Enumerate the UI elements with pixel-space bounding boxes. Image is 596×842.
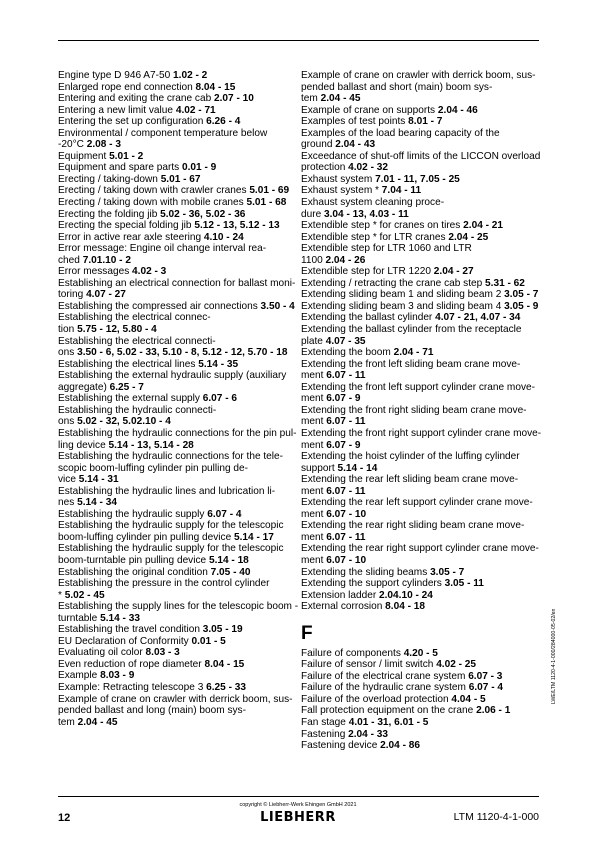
page-number: 12 (58, 812, 71, 824)
index-entry (58, 128, 293, 151)
index-entry-page-ref: 5.02 - 36, 5.02 - 36 (160, 208, 246, 220)
index-entry-text: Fastening device (301, 740, 381, 752)
index-entry-page-ref: 2.04.10 - 24 (379, 589, 433, 601)
index-entry-text: Entering and exiting the crane cab (58, 93, 214, 105)
index-entry (58, 647, 293, 659)
index-entry-text: Extendible step * for cranes on tires (301, 220, 464, 232)
index-entry (301, 324, 539, 347)
index-entry-text: Error in active rear axle steering (58, 231, 204, 243)
index-entry-page-ref: 4.02 - 25 (436, 659, 477, 671)
index-entry-page-ref: 2.04 - 43 (335, 139, 376, 151)
index-entry-text: Extending sliding beam 1 and sliding beam 2 (301, 289, 505, 301)
index-entry-text: Erecting the special folding jib (58, 220, 195, 232)
index-entry-page-ref: 6.07 - 11 (326, 531, 366, 543)
index-entry-text: Enlarged rope end connection (58, 81, 196, 93)
index-entry-page-ref: 3.04 - 13, 4.03 - 11 (324, 208, 409, 220)
index-entry-text: Extending the hoist cylinder of the luffing cylinder (301, 451, 520, 463)
index-entry (301, 347, 539, 359)
index-entry-text: Exhaust system (301, 173, 376, 185)
index-entry-text: 1100 (301, 254, 326, 266)
index-entry (58, 636, 293, 648)
index-entry (301, 220, 539, 232)
index-entry-page-ref: 5.14 - 13, 5.14 - 28 (108, 439, 194, 451)
index-entry-page-ref: 3.05 - 7 (430, 566, 465, 578)
index-entry-page-ref: 2.04 - 21 (463, 220, 503, 232)
index-entry (301, 520, 539, 543)
index-entry (58, 209, 293, 221)
index-entry-page-ref: 1.02 - 2 (173, 70, 208, 81)
index-entry (301, 116, 539, 128)
index-entry (58, 174, 293, 186)
index-entry (58, 486, 293, 509)
index-entry (58, 567, 293, 579)
index-entry (58, 427, 297, 451)
index-entry-text: ment (301, 439, 327, 451)
index-entry-text: tem (301, 93, 321, 105)
index-entry-text: Establishing the electrical connecti- (58, 335, 216, 347)
index-entry-text: -20°C (58, 139, 87, 151)
index-entry-page-ref: 2.04 - 25 (448, 231, 489, 243)
index-entry (301, 497, 539, 520)
index-entry-text: Erecting / taking down with crawler cranes (58, 185, 250, 197)
index-entry-page-ref: 5.14 - 35 (198, 358, 239, 370)
index-entry-text: Establishing the compressed air connections (58, 300, 261, 312)
index-entry (301, 451, 539, 474)
index-entry (301, 278, 539, 290)
index-entry-page-ref: 4.10 - 24 (203, 231, 244, 243)
index-entry-text: tem (58, 716, 78, 728)
index-entry-page-ref: 5.14 - 17 (234, 531, 274, 543)
index-entry-text: Fastening (301, 728, 349, 740)
index-entry-text: EU Declaration of Conformity (58, 635, 192, 647)
index-entry-text: pended ballast and long (main) boom sys- (58, 705, 246, 717)
index-entry-text: Extendible step for LTR 1220 (301, 266, 434, 278)
index-entry (301, 671, 539, 683)
index-entry-text: Failure of the hydraulic crane system (301, 682, 469, 694)
index-entry-page-ref: 7.01.10 - 2 (82, 254, 131, 266)
section-letter-heading: F (301, 622, 313, 644)
index-entry-page-ref: 6.07 - 4 (207, 508, 242, 520)
index-entry-text: Extending the rear right support cylinder crane move- (301, 543, 539, 555)
index-entry (58, 162, 293, 174)
index-entry (58, 670, 293, 682)
index-entry-text: tion (58, 324, 78, 336)
index-entry (58, 393, 293, 405)
index-entry-text: Failure of the overload protection (301, 693, 452, 705)
document-side-code: LWE/LTM 1120-4-1-000/284000-05-02/en (551, 608, 557, 704)
index-entry (301, 197, 539, 220)
index-entry-text: Examples of the load bearing capacity of the (301, 127, 500, 139)
index-entry (301, 567, 539, 579)
index-entry-page-ref: 5.14 - 34 (77, 497, 117, 509)
index-entry (301, 717, 539, 729)
index-entry-page-ref: 2.04 - 33 (348, 728, 388, 740)
index-entry (301, 70, 539, 105)
index-entry-text: ons (58, 347, 78, 359)
index-entry (58, 312, 293, 335)
index-entry (58, 151, 293, 163)
index-entry-page-ref: 4.02 - 3 (132, 266, 167, 278)
index-entry-text: Establishing the external supply (58, 393, 203, 405)
index-entry-page-ref: 6.07 - 6 (202, 393, 237, 405)
index-entry (301, 174, 539, 186)
index-entry-text: Establishing the hydraulic connections for the tele- (58, 451, 283, 463)
index-entry (301, 659, 539, 671)
index-entry-text: ment (301, 393, 327, 405)
index-entry-page-ref: 0.01 - 5 (191, 635, 226, 647)
index-entry-page-ref: 2.04 - 26 (325, 254, 366, 266)
index-entry (58, 70, 293, 82)
index-entry-text: * (58, 589, 65, 601)
index-entry-text: dure (301, 208, 325, 220)
index-entry-page-ref: 7.01 - 11, 7.05 - 25 (375, 173, 460, 185)
footer-rule (58, 796, 539, 797)
index-entry-text: Establishing the original condition (58, 566, 211, 578)
index-entry (301, 682, 539, 694)
index-entry-page-ref: 4.02 - 71 (175, 104, 216, 116)
index-entry-text: Extension ladder (301, 589, 379, 601)
index-entry-text: Extendible step for LTR 1060 and LTR (301, 243, 472, 255)
index-entry-text: Establishing the pressure in the control cylinder (58, 578, 270, 590)
header-rule (58, 40, 539, 41)
index-entry-text: Erecting / taking down with mobile cranes (58, 197, 247, 209)
index-entry-text: Failure of components (301, 647, 404, 659)
index-entry-text: Establishing the electrical connec- (58, 312, 211, 324)
index-entry-text: aggregate) (58, 381, 110, 393)
index-entry-text: boom-turntable pin pulling device (58, 554, 209, 566)
index-entry-page-ref: 6.07 - 10 (326, 508, 367, 520)
index-entry-text: Erecting / taking-down (58, 173, 161, 185)
index-entry-text: Extending the front right support cylinder crane move- (301, 427, 542, 439)
index-entry-text: Fan stage (301, 716, 349, 728)
index-entry (301, 474, 539, 497)
index-entry-page-ref: 5.14 - 14 (337, 462, 378, 474)
index-entry (301, 289, 539, 301)
index-entry (301, 128, 539, 151)
index-entry-page-ref: 5.01 - 69 (249, 185, 290, 197)
index-entry-page-ref: 4.04 - 5 (451, 693, 486, 705)
index-entry-page-ref: 8.04 - 15 (195, 81, 236, 93)
index-entry (58, 243, 293, 266)
index-entry-text: Extending the boom (301, 347, 394, 359)
index-entry-page-ref: 2.06 - 1 (476, 705, 511, 717)
index-entry-page-ref: 5.01 - 68 (246, 197, 287, 209)
index-entry (58, 624, 293, 636)
index-entry-text: toring (58, 289, 87, 301)
index-entry-text: Extending sliding beam 3 and sliding beam 4 (301, 300, 505, 312)
index-entry-text: Extending the support cylinders (301, 578, 445, 590)
index-entry (58, 301, 293, 313)
index-entry-text: ment (301, 485, 327, 497)
index-entry (301, 185, 539, 197)
index-entry (58, 185, 293, 197)
index-entry-text: Establishing the external hydraulic supply (auxiliary (58, 370, 287, 382)
index-entry-text: protection (301, 162, 349, 174)
index-entry (58, 277, 296, 301)
index-entry (58, 266, 293, 278)
index-entry (301, 729, 539, 741)
copyright-notice: copyright © Liebherr-Werk Ehingen GmbH 2021 (239, 802, 357, 808)
index-entry-page-ref: 8.03 - 3 (145, 647, 180, 659)
index-entry (58, 197, 293, 209)
index-entry (58, 232, 293, 244)
index-entry-page-ref: 5.75 - 12, 5.80 - 4 (77, 324, 157, 336)
index-entry-page-ref: 4.01 - 31, 6.01 - 5 (348, 716, 429, 728)
index-entry-text: support (301, 462, 338, 474)
index-entry (58, 220, 293, 232)
index-entry-page-ref: 3.05 - 7 (504, 289, 539, 301)
index-entry-text: Failure of the electrical crane system (301, 670, 469, 682)
index-entry-text: Establishing the electrical lines (58, 358, 199, 370)
index-entry-page-ref: 4.20 - 5 (403, 647, 438, 659)
index-entry-page-ref: 6.07 - 11 (326, 370, 366, 382)
index-entry (301, 648, 539, 660)
index-entry-text: Extendible step * for LTR cranes (301, 231, 449, 243)
index-entry-text: Error messages (58, 266, 133, 278)
index-entry-text: Extending the sliding beams (301, 566, 431, 578)
index-entry-text: Equipment (58, 150, 110, 162)
index-entry-page-ref: 5.14 - 33 (100, 612, 140, 624)
index-entry-text: Equipment and spare parts (58, 162, 183, 174)
index-entry (301, 232, 539, 244)
index-entry-text: Establishing the travel condition (58, 624, 203, 636)
index-entry-page-ref: 8.01 - 7 (408, 116, 443, 128)
index-entry-page-ref: 5.01 - 67 (160, 173, 201, 185)
index-entry-text: Example of crane on supports (301, 104, 438, 116)
index-entry (58, 359, 293, 371)
index-entry-text: boom-luffing cylinder pin pulling device (58, 531, 234, 543)
index-entry-text: scopic boom-luffing cylinder pin pulling de- (58, 462, 249, 474)
index-entry (58, 509, 293, 521)
index-entry (301, 359, 539, 382)
index-entry (58, 578, 293, 601)
index-entry (301, 312, 539, 324)
index-entry-text: Establishing the hydraulic lines and lubrication li- (58, 485, 276, 497)
index-entry-text: Establishing the supply lines for the telescopic boom - (58, 601, 299, 613)
index-entry (301, 405, 539, 428)
index-entry (301, 382, 539, 405)
index-entry-page-ref: 5.31 - 62 (485, 277, 525, 289)
index-entry-page-ref: 6.07 - 4 (468, 682, 503, 694)
index-entry-page-ref: 6.25 - 33 (206, 681, 246, 693)
index-entry (58, 105, 293, 117)
liebherr-logo: LIEBHERR (260, 810, 336, 825)
index-entry-page-ref: 2.08 - 3 (86, 139, 121, 151)
index-column-left (58, 70, 299, 728)
index-entry-page-ref: 5.14 - 31 (78, 474, 119, 486)
index-entry-text: ment (301, 370, 327, 382)
index-entry (301, 543, 539, 566)
index-entry (58, 93, 293, 105)
index-entry-page-ref: 2.04 - 45 (320, 93, 361, 105)
index-entry-page-ref: 5.14 - 18 (208, 554, 249, 566)
index-entry-text: Entering the set up configuration (58, 116, 207, 128)
index-entry-text: Example of crane on crawler with derrick boom, sus- (301, 70, 536, 81)
index-entry-text: Evaluating oil color (58, 647, 146, 659)
index-entry-text: Fall protection equipment on the crane (301, 705, 477, 717)
index-entry (301, 243, 539, 266)
index-entry (301, 740, 539, 752)
index-entry-text: Error message: Engine oil change interval rea- (58, 243, 267, 255)
index-entry-page-ref: 3.05 - 19 (202, 624, 243, 636)
index-entry-page-ref: 6.07 - 10 (326, 554, 367, 566)
index-entry-page-ref: 6.07 - 11 (326, 485, 366, 497)
index-entry-text: Extending the front right sliding beam crane move- (301, 404, 527, 416)
index-entry-text: turntable (58, 612, 101, 624)
index-entry-page-ref: 2.04 - 45 (77, 716, 118, 728)
index-entry-page-ref: 6.07 - 3 (468, 670, 503, 682)
index-entry (58, 370, 293, 393)
index-entry-page-ref: 2.04 - 71 (393, 347, 434, 359)
index-entry-page-ref: 5.12 - 13, 5.12 - 13 (194, 220, 280, 232)
index-entry-page-ref: 2.07 - 10 (214, 93, 254, 105)
index-entry-text: Extending the ballast cylinder from the receptacle (301, 324, 522, 336)
index-entry-text: Engine type D 946 A7-50 (58, 70, 174, 81)
index-entry-text: Failure of sensor / limit switch (301, 659, 437, 671)
index-entry-page-ref: 2.04 - 46 (437, 104, 478, 116)
index-entry-text: Extending the rear left sliding beam crane move- (301, 474, 519, 486)
index-entry-page-ref: 2.04 - 27 (433, 266, 474, 278)
index-entry-text: Establishing the hydraulic supply for the telescopic (58, 543, 284, 555)
index-entry-text: Establishing the hydraulic connecti- (58, 404, 217, 416)
index-entry-text: Establishing an electrical connection for ballast moni- (58, 277, 296, 289)
index-entry-page-ref: 3.50 - 4 (260, 300, 295, 312)
index-entry-text: Environmental / component temperature below (58, 127, 268, 139)
index-entry-text: pended ballast and short (main) boom sys- (301, 81, 493, 93)
index-entry-text: plate (301, 335, 326, 347)
index-entry-page-ref: 4.07 - 35 (325, 335, 366, 347)
index-entry-text: Extending the ballast cylinder (301, 312, 436, 324)
index-entry-page-ref: 6.07 - 9 (326, 393, 361, 405)
index-entry-text: Example: Retracting telescope 3 (58, 681, 207, 693)
index-entry-text: Entering a new limit value (58, 104, 176, 116)
index-entry-text: ling device (58, 439, 109, 451)
index-entry-page-ref: 6.25 - 7 (109, 381, 144, 393)
index-entry (58, 336, 293, 359)
index-entry (301, 151, 539, 174)
index-entry-text: ched (58, 254, 83, 266)
index-entry (58, 601, 299, 624)
index-column-right (301, 70, 542, 752)
index-entry (301, 266, 539, 278)
index-entry (58, 694, 293, 729)
index-entry-text: Extending the front left sliding beam crane move- (301, 358, 521, 370)
index-entry (301, 427, 542, 451)
index-f-entries (301, 648, 539, 752)
index-entry-page-ref: 5.01 - 2 (109, 150, 144, 162)
index-entry-text: Establishing the hydraulic supply for the telescopic (58, 520, 284, 532)
index-entry-text: ons (58, 416, 78, 428)
index-entry-text: nes (58, 497, 78, 509)
index-entry-text: Extending the front left support cylinder crane move- (301, 381, 535, 393)
index-entry-page-ref: 3.05 - 9 (504, 300, 539, 312)
index-entry (301, 590, 539, 602)
index-entry-text: Examples of test points (301, 116, 409, 128)
index-entry-text: ment (301, 554, 327, 566)
index-entry (58, 520, 293, 543)
index-entry-page-ref: 8.04 - 18 (385, 601, 425, 613)
index-entry-page-ref: 6.07 - 11 (326, 416, 366, 428)
index-entry (58, 82, 293, 94)
index-entry (58, 405, 293, 428)
index-entry-page-ref: 5.02 - 45 (64, 589, 105, 601)
index-entry (58, 543, 293, 566)
index-entry (58, 451, 293, 486)
index-entry-page-ref: 4.02 - 32 (348, 162, 388, 174)
index-entry (301, 694, 539, 706)
index-entry (301, 578, 539, 590)
index-entry-text: Exhaust system cleaning proce- (301, 197, 445, 209)
index-entry-text: ground (301, 139, 336, 151)
index-entry-text: ment (301, 416, 327, 428)
index-entry-text: ment (301, 531, 327, 543)
index-entry-text: Even reduction of rope diameter (58, 658, 205, 670)
index-entry-page-ref: 2.04 - 86 (380, 740, 420, 752)
index-entry-text: Exhaust system * (301, 185, 382, 197)
index-entry (58, 659, 293, 671)
index-entry (58, 682, 293, 694)
index-entry-page-ref: 8.04 - 15 (204, 658, 245, 670)
index-entry (301, 105, 539, 117)
index-entry-text: External corrosion (301, 601, 386, 613)
index-entry-text: vice (58, 474, 79, 486)
index-entry-text: Example (58, 670, 101, 682)
index-entry-text: Example of crane on crawler with derrick boom, sus- (58, 693, 293, 705)
index-entry-page-ref: 6.26 - 4 (206, 116, 241, 128)
index-entry-text: Extending the rear left support cylinder crane move- (301, 497, 533, 509)
index-entry-text: Extending / retracting the crane cab step (301, 277, 486, 289)
index-entry-text: Extending the rear right sliding beam crane move- (301, 520, 525, 532)
index-entry (301, 301, 539, 313)
index-e-entries-continued (301, 70, 542, 613)
index-entry-text: ment (301, 508, 327, 520)
index-entry-page-ref: 6.07 - 9 (326, 439, 361, 451)
index-entry (301, 601, 539, 613)
index-entry-page-ref: 8.03 - 9 (100, 670, 135, 682)
index-entry-text: Establishing the hydraulic connections for the pin pul- (58, 427, 297, 439)
index-entry (58, 116, 293, 128)
index-entry-page-ref: 0.01 - 9 (182, 162, 217, 174)
index-entry-page-ref: 3.05 - 11 (444, 578, 484, 590)
index-entry-page-ref: 7.04 - 11 (381, 185, 422, 197)
index-entry-text: Erecting the folding jib (58, 208, 161, 220)
index-entry (301, 705, 539, 717)
index-entry-text: Exceedance of shut-off limits of the LICCON overload (301, 150, 541, 162)
index-entry-text: Establishing the hydraulic supply (58, 508, 208, 520)
index-entry-page-ref: 5.02 - 32, 5.02.10 - 4 (77, 416, 171, 428)
index-entry-page-ref: 7.05 - 40 (210, 566, 251, 578)
index-entry-page-ref: 4.07 - 21, 4.07 - 34 (435, 312, 521, 324)
document-id: LTM 1120-4-1-000 (453, 811, 539, 823)
index-entry-page-ref: 4.07 - 27 (86, 289, 126, 301)
index-entry-page-ref: 3.50 - 6, 5.02 - 33, 5.10 - 8, 5.12 - 12, 5.70 - 18 (77, 347, 288, 359)
